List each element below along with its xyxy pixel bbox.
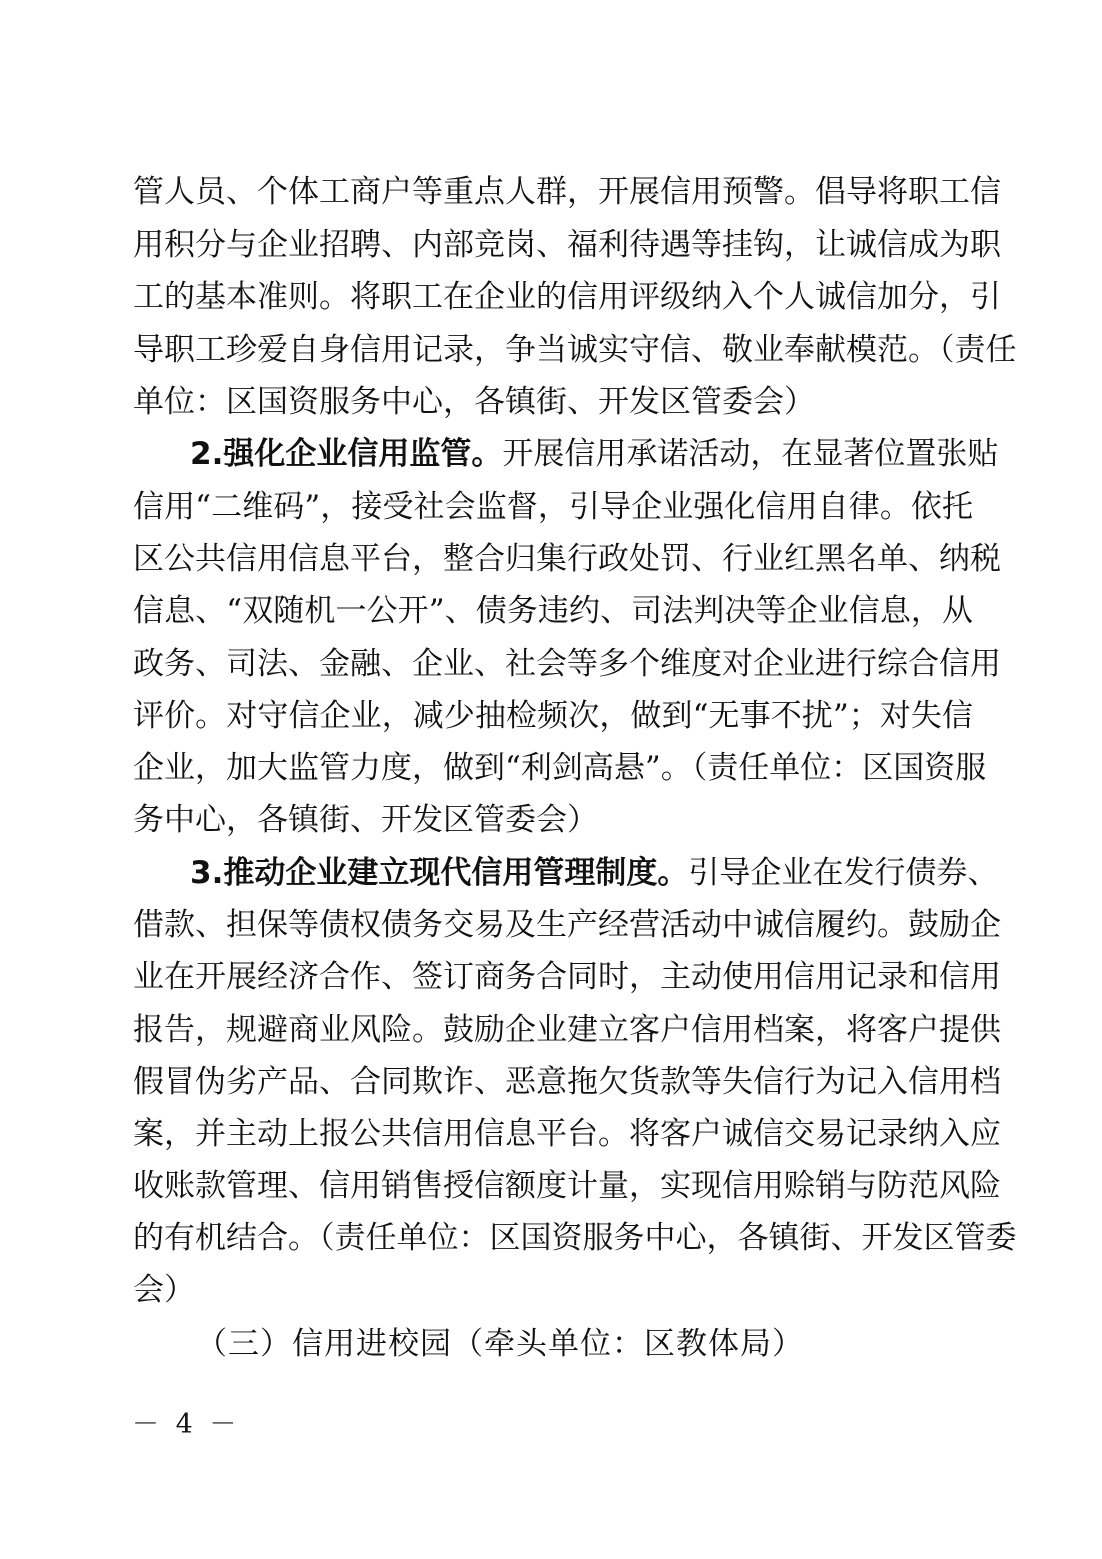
paragraph-1-line-3: 工的基本准则。将职工在企业的信用评级纳入个人诚信加分，引 (133, 279, 1001, 315)
paragraph-2-line-8: 务中心，各镇街、开发区管委会） (133, 802, 598, 838)
paragraph-3-line-6: 案，并主动上报公共信用信息平台。将客户诚信交易记录纳入应 (133, 1116, 1001, 1152)
paragraph-2-line-4: 信息、“双随机一公开”、债务违约、司法判决等企业信息，从 (133, 593, 973, 629)
paragraph-3-first-line-text: 引导企业在发行债券、 (688, 855, 999, 891)
paragraph-3-line-5: 假冒伪劣产品、合同欺诈、恶意拖欠货款等失信行为记入信用档 (133, 1064, 1001, 1100)
paragraph-2-line-7: 企业，加大监管力度，做到“利剑高悬”。（责任单位：区国资服 (133, 750, 987, 786)
paragraph-1-line-2: 用积分与企业招聘、内部竞岗、福利待遇等挂钩，让诚信成为职 (133, 227, 1001, 263)
paragraph-3-line-8: 的有机结合。（责任单位：区国资服务中心，各镇街、开发区管委 (133, 1220, 1017, 1256)
paragraph-3-line-9: 会） (133, 1272, 195, 1308)
paragraph-2-heading: 2.强化企业信用监管。 (190, 436, 503, 472)
paragraph-3-line-7: 收账款管理、信用销售授信额度计量，实现信用赊销与防范风险 (133, 1168, 1001, 1204)
paragraph-3-line-4: 报告，规避商业风险。鼓励企业建立客户信用档案，将客户提供 (133, 1012, 1001, 1048)
paragraph-3-line-2: 借款、担保等债权债务交易及生产经营活动中诚信履约。鼓励企 (133, 907, 1001, 943)
paragraph-2-first-line-text: 开展信用承诺活动，在显著位置张贴 (502, 436, 999, 472)
paragraph-2-line-3: 区公共信用信息平台，整合归集行政处罚、行业红黑名单、纳税 (133, 541, 1001, 577)
paragraph-2-line-2: 信用“二维码”，接受社会监督，引导企业强化信用自律。依托 (133, 489, 973, 525)
paragraph-2-line-6: 评价。对守信企业，减少抽检频次，做到“无事不扰”；对失信 (133, 698, 973, 734)
section-heading: （三）信用进校园（牵头单位：区教体局） (196, 1326, 804, 1362)
paragraph-1-line-5: 单位：区国资服务中心，各镇街、开发区管委会） (133, 384, 815, 420)
paragraph-1-line-1: 管人员、个体工商户等重点人群，开展信用预警。倡导将职工信 (133, 174, 1001, 210)
paragraph-3-first-line (190, 847, 999, 899)
paragraph-1-line-4: 导职工珍爱自身信用记录，争当诚实守信、敬业奉献模范。（责任 (133, 332, 1017, 368)
paragraph-2-line-5: 政务、司法、金融、企业、社会等多个维度对企业进行综合信用 (133, 646, 1001, 682)
paragraph-2-first-line (190, 428, 999, 480)
paragraph-3-line-3: 业在开展经济合作、签订商务合同时，主动使用信用记录和信用 (133, 959, 1001, 995)
page-number: － 4 － (132, 1409, 241, 1440)
paragraph-3-heading: 3.推动企业建立现代信用管理制度。 (190, 855, 689, 891)
